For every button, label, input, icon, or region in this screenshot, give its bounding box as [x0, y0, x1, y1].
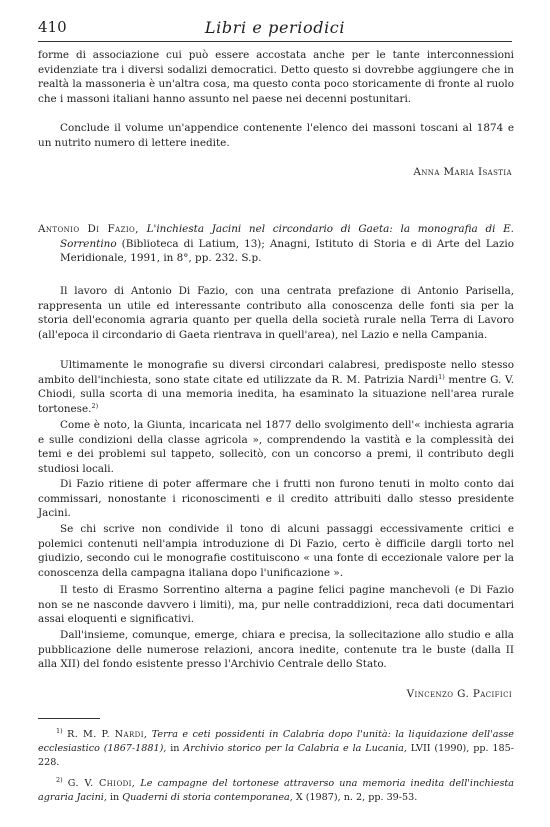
footnote-1-journal: Archivio storico per la Calabria e la Lucania,: [183, 743, 407, 754]
footnote-1: [38, 728, 514, 770]
footnote-1-details: LVII (1990), pp. 185-228.: [38, 743, 514, 768]
review-paragraph-2: [38, 358, 514, 417]
review-paragraph-3: Come è noto, la Giunta, incaricata nel 1877 dello svolgimento dell'« inchiesta agraria e sulle condizioni della classe agricola », comprendendo la vastità e la complessità dei temi e dei problemi sul tappeto, sollecitò, con un concorso a premi, il contributo degli studiosi locali.: [38, 419, 514, 476]
footnote-ref-2[interactable]: 2): [91, 402, 99, 411]
footnote-2-journal: Quaderni di storia contemporanea,: [122, 792, 293, 803]
review-paragraph-1: Il lavoro di Antonio Di Fazio, con una centrata prefazione di Antonio Parisella, rappresenta un utile ed interessante contributo alla conoscenza delle fonti sia per la storia dell'economia agraria quanto per quella della società rurale nella Terra di Lavoro (all'epoca il circondario di Gaeta rientrava in quell'area), nel Lazio e nella Campania.: [38, 285, 514, 342]
prev-review-paragraph: forme di associazione cui può essere accostata anche per le tante interconnessioni evidenziate tra i diversi sodalizi democratici. Detto questo si dovrebbe aggiungere che in realtà la massoneria è un'altra cosa, ma questo conta poco storicamente di fronte al ruolo che i massoni italiani hanno assunto nel paese nei decenni postunitari.: [38, 49, 514, 106]
prev-review-closing-paragraph: Conclude il volume un'appendice contenente l'elenco dei massoni toscani al 1874 e un nutrito numero di lettere inedite.: [38, 122, 514, 149]
page-number: 410: [38, 18, 67, 36]
book-publication-details: (Biblioteca di Latium, 13); Anagni, Istituto di Storia e di Arte del Lazio Meridionale, 1991, in 8°, pp. 232. S.p.: [60, 237, 514, 265]
prev-review-signature: Anna Maria Isastia: [413, 166, 512, 178]
footnote-1-mark: 1): [56, 727, 63, 735]
footnote-rule: [38, 718, 100, 719]
header-rule: [38, 41, 512, 42]
review-paragraph-6: Il testo di Erasmo Sorrentino alterna a pagine felici pagine manchevoli (e Di Fazio non se ne nasconde davvero i limiti), ma, pur nelle contraddizioni, reca dati documentari assai eloquenti e significativi.: [38, 584, 514, 626]
footnote-2-mark: 2): [56, 776, 63, 784]
review-paragraph-4: Di Fazio ritiene di poter affermare che i frutti non furono tenuti in molto conto dai commissari, nonostante i riconoscimenti e il credito attribuiti dallo stesso presidente Jacini.: [38, 478, 514, 520]
review-paragraph-2-text-a: Ultimamente le monografie su diversi circondari calabresi, predisposte nello stesso ambito dell'inchiesta, sono state citate ed utilizzate da R. M. Patrizia Nardi: [38, 359, 514, 386]
footnote-2-author: G. V. Chiodi,: [67, 778, 136, 789]
bibliographic-entry: [38, 222, 514, 266]
review-paragraph-7: Dall'insieme, comunque, emerge, chiara e precisa, la sollecitazione allo studio e alla pubblicazione delle numerose relazioni, ancora inedite, contenute tra le buste (dalla II alla XII) del fondo esistente presso l'Archivio Centrale dello Stato.: [38, 629, 514, 671]
review-signature: Vincenzo G. Pacifici: [406, 688, 512, 700]
review-paragraph-2-text-b: mentre G. V. Chiodi, sulla scorta di una memoria inedita, ha esaminato la situazione nell'area rurale tortonese.: [38, 373, 514, 416]
footnote-1-title: Terra e ceti possidenti in Calabria dopo l'unità: la liquidazione dell'asse ecclesiastico (1867-1881),: [38, 729, 514, 754]
running-title: Libri e periodici: [204, 18, 346, 37]
footnote-ref-1[interactable]: 1): [438, 372, 445, 381]
footnote-2-connector: in: [106, 792, 123, 803]
review-paragraph-5: Se chi scrive non condivide il tono di alcuni passaggi eccessivamente critici e polemici contenuti nell'ampia introduzione di Di Fazio, certo è difficile dargli torto nel giudizio, secondo cui le monografie costituiscono « una fonte di eccezionale valore per la conoscenza della campagna italiana dopo l'unificazione ».: [38, 523, 514, 580]
footnote-2-details: X (1987), n. 2, pp. 39-53.: [292, 792, 418, 803]
book-title: L'inchiesta Jacini nel circondario di Gaeta: la monografia di E. Sorrentino: [60, 223, 514, 250]
footnote-1-connector: in: [166, 743, 184, 754]
footnote-1-author: R. M. P. Nardi,: [67, 729, 148, 740]
running-header: [38, 18, 512, 40]
footnote-2-title: Le campagne del tortonese attraverso una memoria inedita dell'inchiesta agraria Jacini,: [38, 778, 514, 803]
book-author: Antonio Di Fazio,: [38, 223, 139, 235]
footnote-2: [38, 777, 514, 805]
